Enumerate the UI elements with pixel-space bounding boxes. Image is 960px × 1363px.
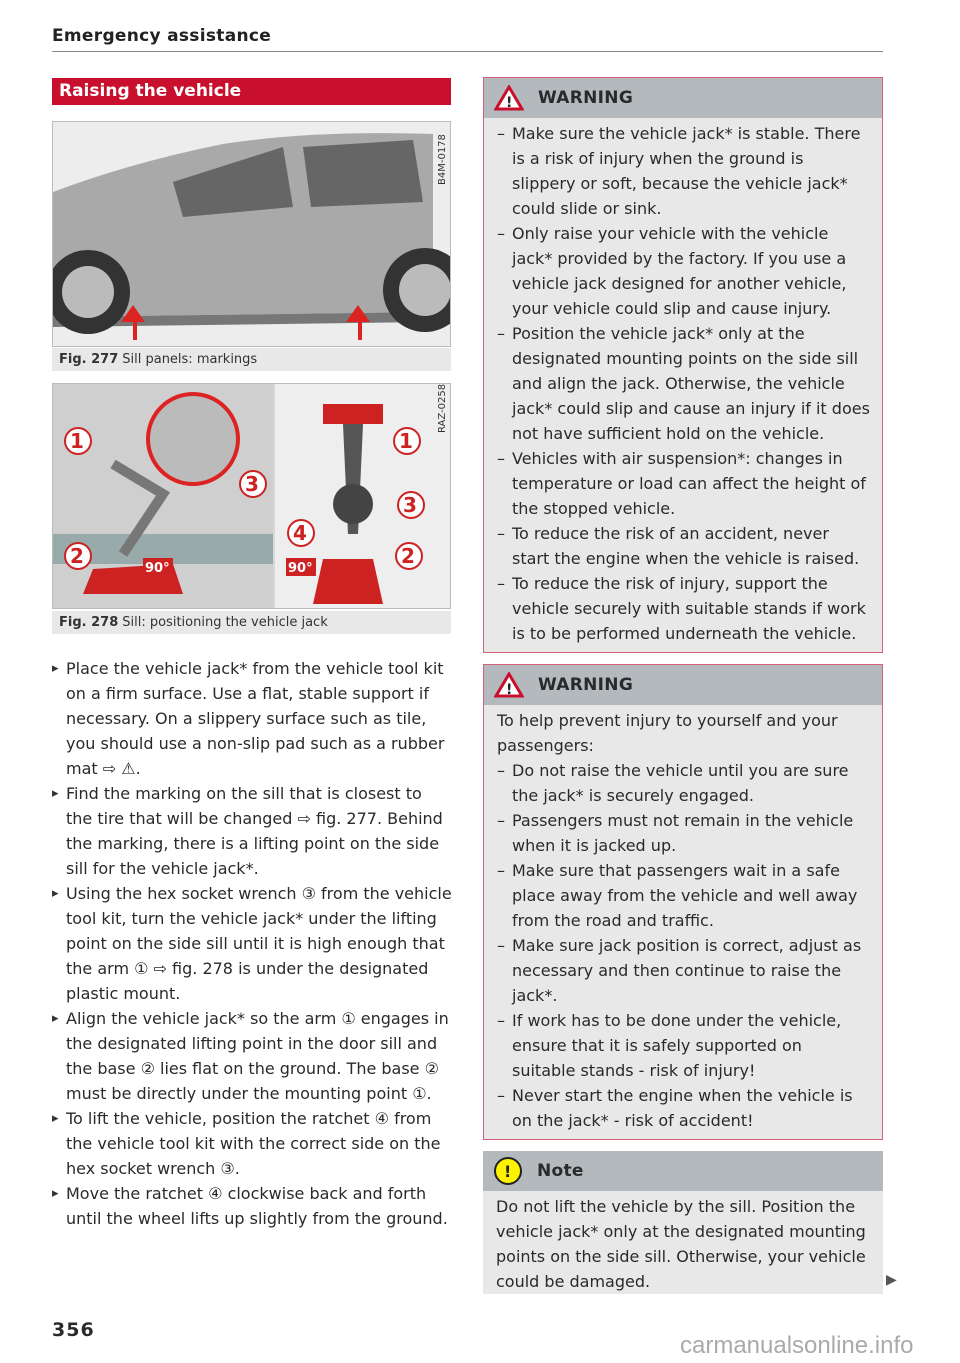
figure-277-caption [52, 348, 451, 371]
note-exclamation-icon [493, 1156, 523, 1186]
warning-box [483, 664, 883, 1140]
figure-277-car-sill [52, 121, 451, 347]
note-text: Do not lift the vehicle by the sill. Position the vehicle jack* only at the designated mounting points on the side sill. Otherwise, your vehicle could be damaged. [496, 1197, 866, 1291]
warning-item: – Only raise your vehicle with the vehicle jack* provided by the factory. If you use a vehicle jack designed for another vehicle, your vehicle could slip and cause injury. [497, 221, 870, 321]
continue-arrow-icon: ▶ [886, 1272, 897, 1288]
callout-4: 4 [293, 521, 307, 545]
callout-1: 1 [399, 429, 413, 453]
figure-number: Fig. 277 [59, 352, 119, 367]
warning-item: – To reduce the risk of an accident, never start the engine when the vehicle is raised. [497, 521, 870, 571]
warning-item: – Do not raise the vehicle until you are sure the jack* is securely engaged. [497, 758, 870, 808]
svg-text:!: ! [506, 95, 513, 111]
warning-item: – Never start the engine when the vehicle is on the jack* - risk of accident! [497, 1083, 870, 1133]
figure-278-jack-position [52, 383, 451, 609]
warning-item: – Make sure that passengers wait in a safe place away from the vehicle and well away from the road and traffic. [497, 858, 870, 933]
svg-text:!: ! [506, 682, 513, 698]
step-item: ▸ Move the ratchet ④ clockwise back and forth until the wheel lifts up slightly from the ground. [52, 1181, 452, 1231]
callout-2: 2 [70, 544, 84, 568]
callout-3: 3 [245, 472, 259, 496]
callout-1: 1 [70, 429, 84, 453]
svg-text:!: ! [504, 1162, 512, 1181]
warning-item: – Make sure jack position is correct, adjust as necessary and then continue to raise the jack*. [497, 933, 870, 1008]
chapter-header: Emergency assistance [52, 26, 272, 46]
figure-code: B4M-0178 [437, 134, 448, 185]
step-item: ▸ Using the hex socket wrench ③ from the vehicle tool kit, turn the vehicle jack* under the lifting point on the side sill until it is high enough that the arm ① ⇨ fig. 278 is under the designated plastic mount. [52, 881, 452, 1006]
angle-label: 90° [288, 561, 313, 576]
warning-title: WARNING [538, 674, 634, 695]
callout-2: 2 [401, 544, 415, 568]
caption-text: Sill panels: markings [122, 352, 258, 367]
section-title: Raising the vehicle [52, 78, 451, 105]
step-item: ▸ Find the marking on the sill that is closest to the tire that will be changed ⇨ fig. 277. Behind the marking, there is a lifting point on the side sill for the vehicle jack*. [52, 781, 452, 881]
warning-item: – Position the vehicle jack* only at the designated mounting points on the side sill and align the jack. Otherwise, the vehicle jack* could slip and cause an injury if it does not have sufficient hold on the vehicle. [497, 321, 870, 446]
angle-label: 90° [145, 561, 170, 576]
figure-278-caption [52, 611, 451, 634]
instruction-steps [52, 656, 452, 1231]
warning-item: – If work has to be done under the vehicle, ensure that it is safely supported on suitable stands - risk of injury! [497, 1008, 870, 1083]
step-item: ▸ Place the vehicle jack* from the vehicle tool kit on a firm surface. Use a flat, stable support if necessary. On a slippery surface such as tile, you should use a non-slip pad such as a rubber mat ⇨ ⚠. [52, 656, 452, 781]
warning-triangle-icon [494, 672, 524, 698]
header-divider [52, 51, 883, 52]
note-title: Note [537, 1160, 584, 1181]
warning-item: – To reduce the risk of injury, support the vehicle securely with suitable stands if work is to be performed underneath the vehicle. [497, 571, 870, 646]
step-item: ▸ Align the vehicle jack* so the arm ① engages in the designated lifting point in the door sill and the base ② lies flat on the ground. The base ② must be directly under the mounting point ①. [52, 1006, 452, 1106]
warning-item: – Make sure the vehicle jack* is stable. There is a risk of injury when the ground is slippery or soft, because the vehicle jack* could slide or sink. [497, 121, 870, 221]
page-number: 356 [52, 1319, 95, 1341]
caption-text: Sill: positioning the vehicle jack [122, 615, 328, 630]
warning-box [483, 77, 883, 653]
watermark: carmanualsonline.info [680, 1332, 914, 1359]
step-item: ▸ To lift the vehicle, position the ratchet ④ from the vehicle tool kit with the correct side on the hex socket wrench ③. [52, 1106, 452, 1181]
warning-item: – Vehicles with air suspension*: changes in temperature or load can affect the height of the stopped vehicle. [497, 446, 870, 521]
warning-title: WARNING [538, 87, 634, 108]
warning-intro: To help prevent injury to yourself and your passengers: [497, 711, 838, 755]
warning-triangle-icon [494, 85, 524, 111]
figure-number: Fig. 278 [59, 615, 119, 630]
warning-item: – Passengers must not remain in the vehicle when it is jacked up. [497, 808, 870, 858]
figure-code: RAZ-0258 [437, 383, 448, 433]
callout-3: 3 [403, 493, 417, 517]
note-box [483, 1151, 883, 1294]
